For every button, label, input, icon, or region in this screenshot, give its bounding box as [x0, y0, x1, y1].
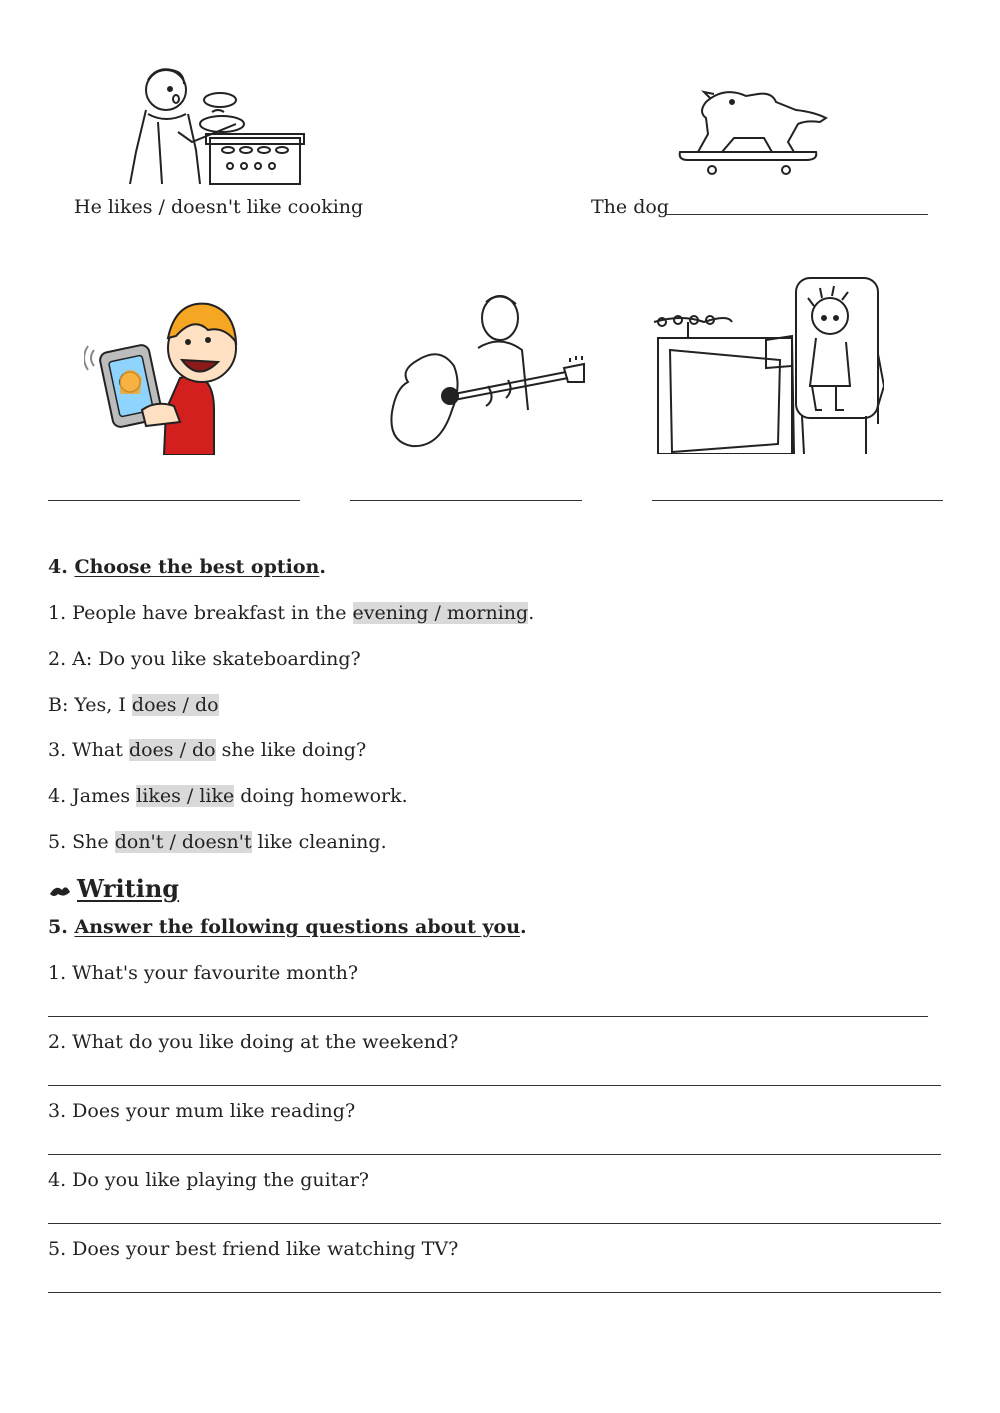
exercise-4-item	[48, 648, 361, 670]
boy-cooking-illustration	[118, 62, 308, 187]
item-text-end: doing homework.	[234, 785, 408, 807]
answer-line[interactable]	[48, 1016, 928, 1017]
phone-picture	[84, 290, 244, 455]
exercise-4-item	[48, 739, 366, 761]
cooking-picture	[118, 62, 308, 187]
exercise-4-item	[48, 785, 408, 807]
girl-watching-tv-illustration	[652, 276, 884, 454]
answer-options[interactable]: likes / like	[136, 785, 235, 807]
exercise-4-item	[48, 694, 219, 716]
exercise-4-heading	[48, 556, 326, 578]
item-text: B: Yes, I	[48, 694, 132, 716]
exercise-4-title: Choose the best option	[74, 556, 320, 578]
exercise-5-number: 5.	[48, 916, 68, 938]
answer-line[interactable]	[48, 1154, 941, 1155]
exercise-4-item	[48, 602, 534, 624]
dog-picture	[676, 82, 831, 177]
writing-title: Writing	[77, 874, 180, 903]
question: 1. What's your favourite month?	[48, 962, 359, 984]
dog-skateboard-illustration	[676, 82, 831, 177]
tv-answer-line[interactable]	[652, 500, 943, 501]
dog-caption: The dog	[591, 196, 669, 218]
leaf-icon	[48, 880, 72, 900]
item-text: 3. What	[48, 739, 129, 761]
answer-line[interactable]	[48, 1292, 941, 1293]
boy-phone-illustration	[84, 290, 244, 455]
question: 5. Does your best friend like watching TV?	[48, 1238, 459, 1260]
man-guitar-illustration	[388, 290, 586, 452]
item-text: 5. She	[48, 831, 115, 853]
answer-options[interactable]: evening / morning	[352, 602, 529, 624]
exercise-5-heading	[48, 916, 527, 938]
answer-options[interactable]: does / do	[128, 739, 216, 761]
dog-answer-line[interactable]	[666, 214, 928, 215]
item-text-end: .	[528, 602, 535, 624]
item-text-end: she like doing?	[215, 739, 367, 761]
answer-line[interactable]	[48, 1085, 941, 1086]
question: 4. Do you like playing the guitar?	[48, 1169, 369, 1191]
exercise-4-period: .	[319, 556, 326, 578]
item-text: 2. A: Do you like skateboarding?	[48, 648, 361, 670]
exercise-4-item	[48, 831, 387, 853]
writing-heading	[77, 874, 179, 903]
phone-answer-line[interactable]	[48, 500, 300, 501]
item-text: 4. James	[48, 785, 137, 807]
exercise-5-period: .	[520, 916, 527, 938]
guitar-picture	[388, 290, 586, 452]
answer-options[interactable]: does / do	[131, 694, 219, 716]
tv-picture	[652, 276, 884, 454]
question: 3. Does your mum like reading?	[48, 1100, 356, 1122]
item-text-end: like cleaning.	[251, 831, 387, 853]
answer-line[interactable]	[48, 1223, 941, 1224]
guitar-answer-line[interactable]	[350, 500, 582, 501]
exercise-5-title: Answer the following questions about you	[74, 916, 521, 938]
question: 2. What do you like doing at the weekend?	[48, 1031, 459, 1053]
item-text: 1. People have breakfast in the	[48, 602, 353, 624]
exercise-4-number: 4.	[48, 556, 68, 578]
answer-options[interactable]: don't / doesn't	[114, 831, 252, 853]
cooking-caption: He likes / doesn't like cooking	[74, 196, 364, 218]
